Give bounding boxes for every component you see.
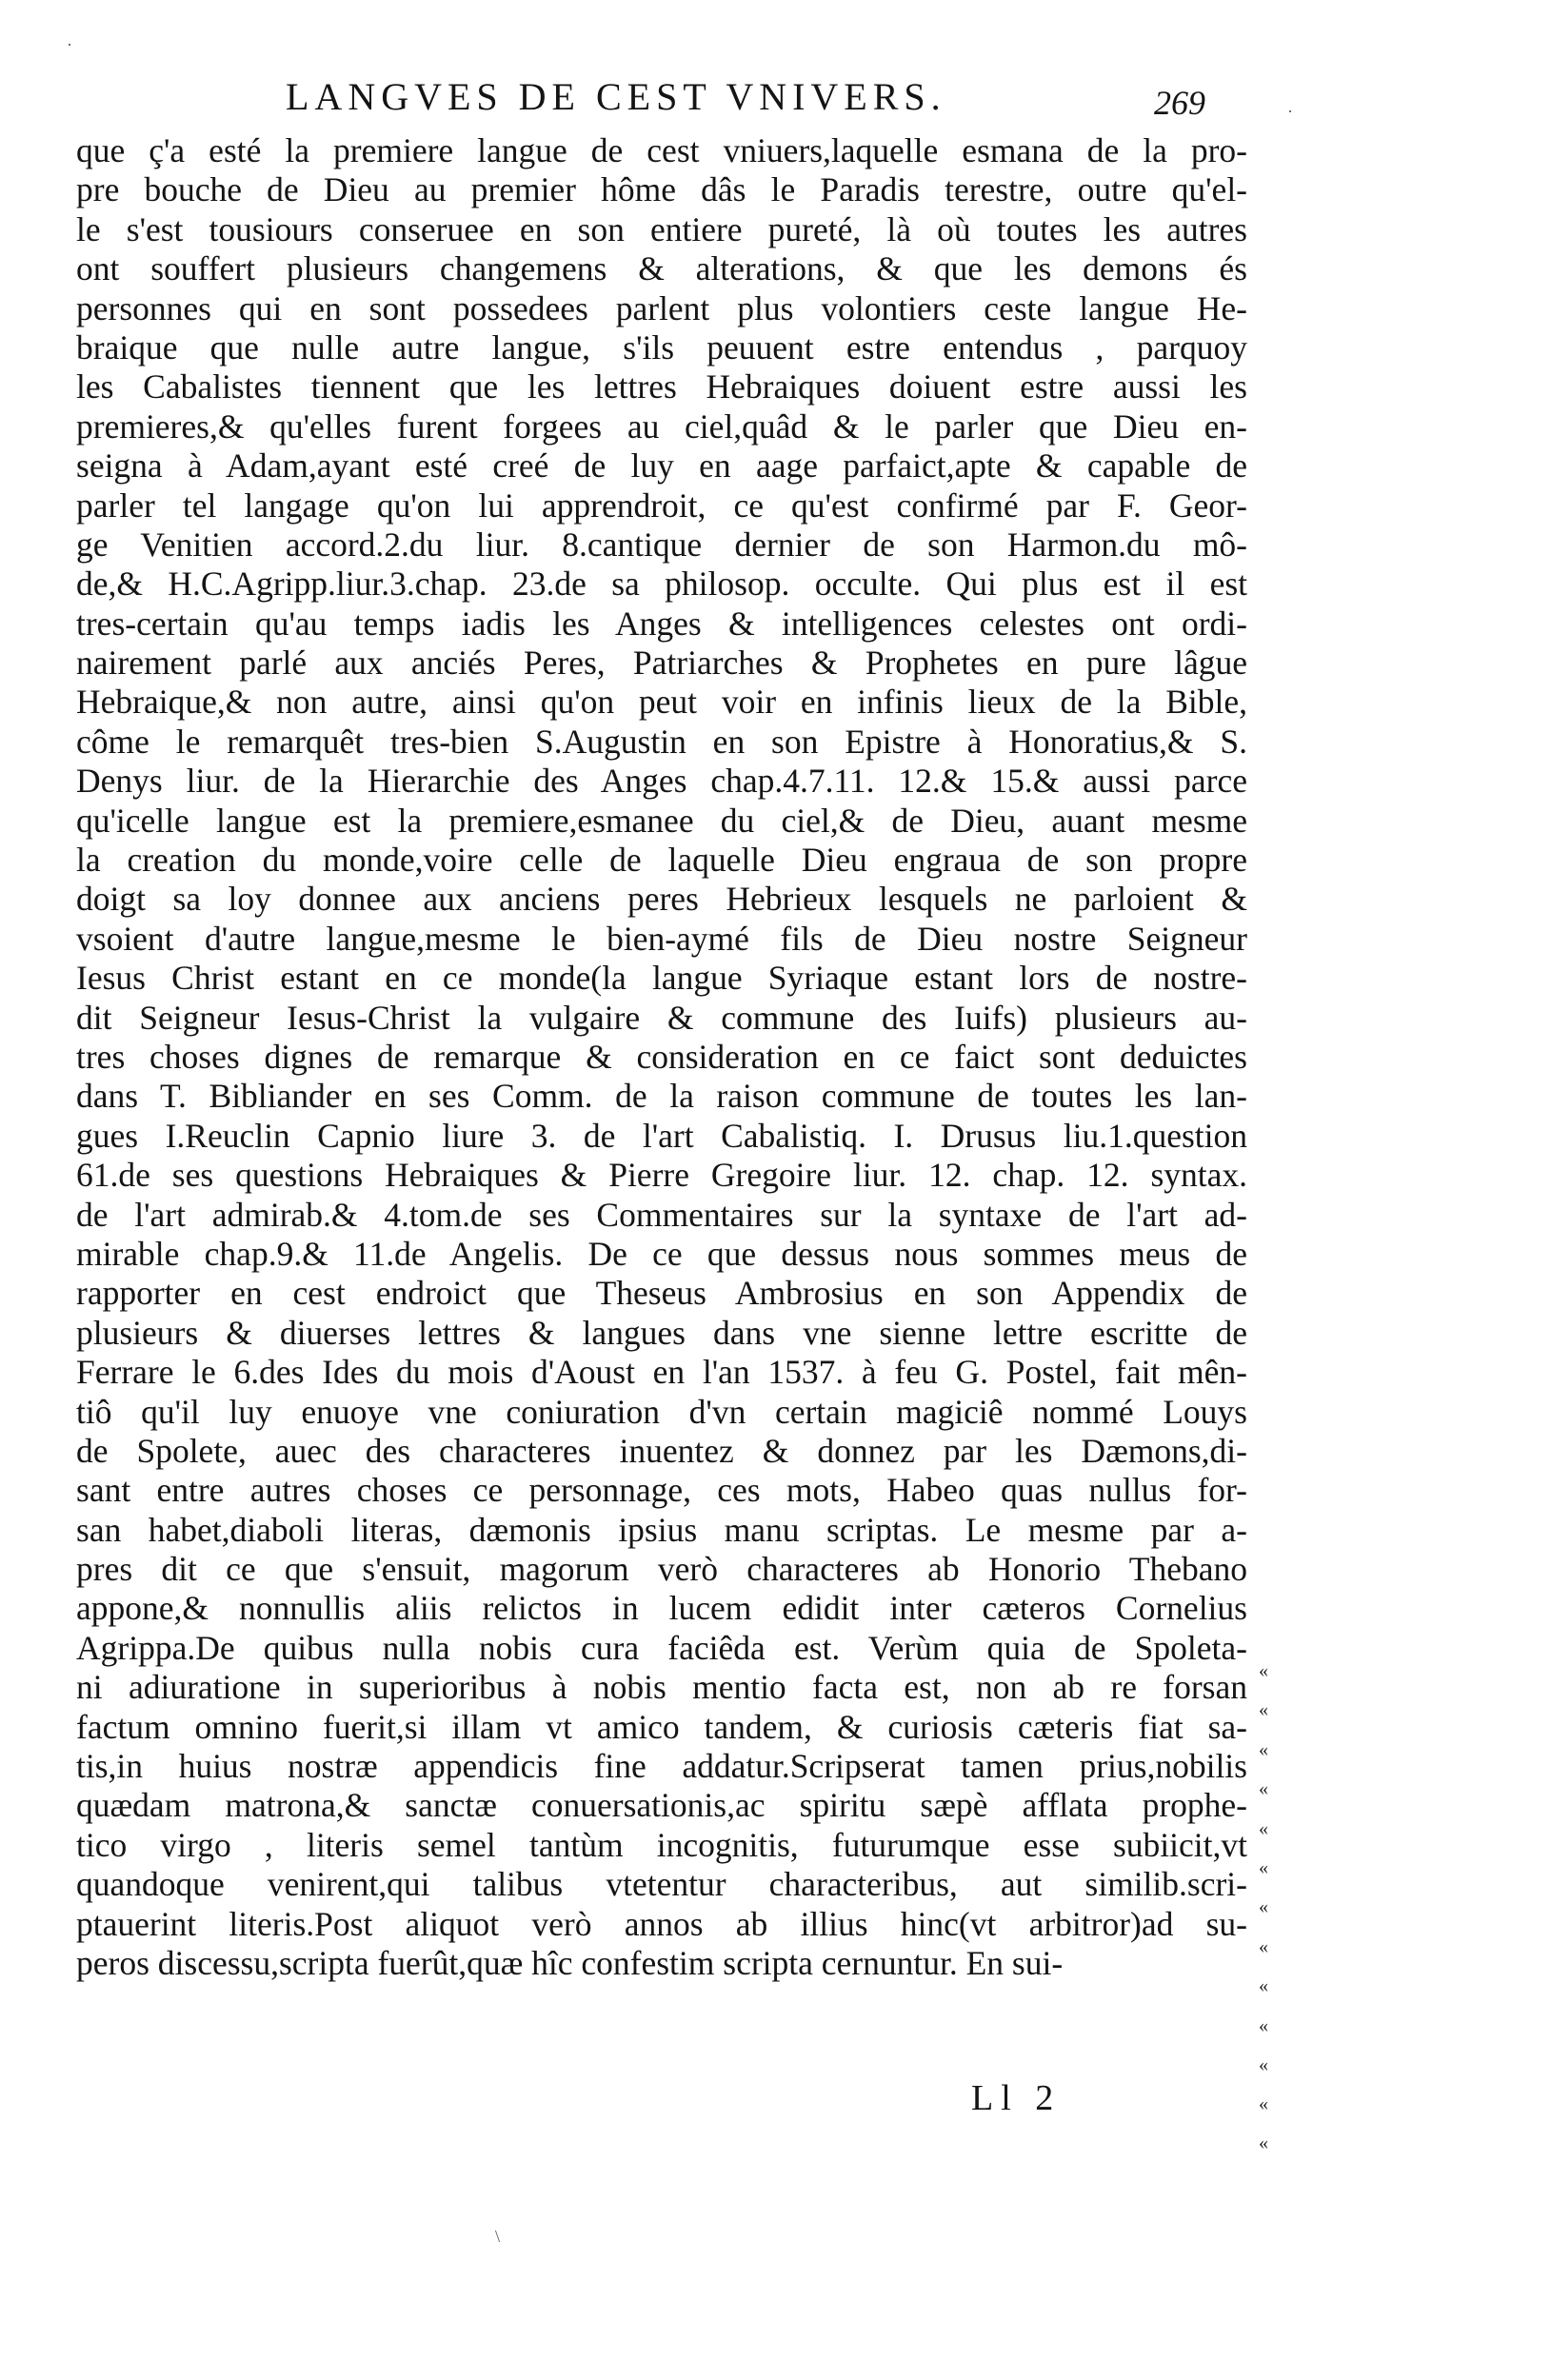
text-line: vsoient d'autre langue,mesme le bien-aymé fils de Dieu nostre Seigneur — [76, 919, 1247, 958]
text-line: quandoque venirent,qui talibus vtetentur characteribus, aut similib.scri- — [76, 1865, 1247, 1904]
text-line: doigt sa loy donnee aux anciens peres Hebrieux lesquels ne parloient & — [76, 880, 1247, 919]
text-line: peros discessu,scripta fuerût,quæ hîc confestim scripta cernuntur. En sui- — [76, 1943, 1064, 1982]
text-line: Hebraique,& non autre, ainsi qu'on peut voir en infinis lieux de la Bible, — [76, 683, 1247, 722]
text-line: que ç'a esté la premiere langue de cest vniuers,laquelle esmana de la pro- — [76, 131, 1247, 169]
text-line: personnes qui en sont possedees parlent plus volontiers ceste langue He- — [76, 288, 1247, 327]
text-line: premieres,& qu'elles furent forgees au ciel,quâd & le parler que Dieu en- — [76, 407, 1247, 446]
margin-quote-mark: « — [1259, 1818, 1268, 1839]
text-line: de l'art admirab.& 4.tom.de ses Commentaires sur la syntaxe de l'art ad- — [76, 1195, 1247, 1234]
text-line: de Spolete, auec des characteres inuentez & donnez par les Dæmons,di- — [76, 1431, 1247, 1470]
text-line: la creation du monde,voire celle de laquelle Dieu engraua de son propre — [76, 841, 1247, 880]
text-line: Iesus Christ estant en ce monde(la langue Syriaque estant lors de nostre- — [76, 959, 1247, 998]
text-line: factum omnino fuerit,si illam vt amico tandem, & curiosis cæteris fiat sa- — [76, 1707, 1247, 1746]
text-line: braique que nulle autre langue, s'ils peuuent estre entendus , parquoy — [76, 327, 1247, 367]
margin-quote-mark: « — [1259, 2054, 1268, 2075]
text-line: pres dit ce que s'ensuit, magorum verò characteres ab Honorio Thebano — [76, 1550, 1247, 1589]
text-line: côme le remarquêt tres-bien S.Augustin en son Epistre à Honoratius,& S. — [76, 722, 1247, 761]
text-line: tico virgo , literis semel tantùm incognitis, futurumque esse subiicit,vt — [76, 1825, 1247, 1864]
text-line: qu'icelle langue est la premiere,esmanee du ciel,& de Dieu, auant mesme — [76, 801, 1247, 840]
running-title: LANGVES DE CEST VNIVERS. — [286, 75, 946, 118]
text-line: Denys liur. de la Hierarchie des Anges chap.4.7.11. 12.& 15.& aussi parce — [76, 762, 1247, 801]
text-line: rapporter en cest endroict que Theseus Ambrosius en son Appendix de — [76, 1274, 1247, 1313]
margin-quote-mark: « — [1259, 1975, 1268, 1996]
text-line: ont souffert plusieurs changemens & alterations, & que les demons és — [76, 249, 1247, 288]
text-line: appone,& nonnullis aliis relictos in lucem edidit inter cæteros Cornelius — [76, 1589, 1247, 1628]
text-line: ge Venitien accord.2.du liur. 8.cantique dernier de son Harmon.du mô- — [76, 525, 1247, 564]
text-line: gues I.Reuclin Capnio liure 3. de l'art Cabalistiq. I. Drusus liu.1.question — [76, 1116, 1247, 1155]
text-line: tres choses dignes de remarque & consideration en ce faict sont deduictes — [76, 1037, 1247, 1076]
text-line: dit Seigneur Iesus-Christ la vulgaire & commune des Iuifs) plusieurs au- — [76, 998, 1247, 1037]
text-line: san habet,diaboli literas, dæmonis ipsius manu scriptas. Le mesme par a- — [76, 1510, 1247, 1549]
print-speck: · — [67, 35, 72, 54]
margin-quote-mark: « — [1259, 2093, 1268, 2114]
text-line: parler tel langage qu'on lui apprendroit, ce qu'est confirmé par F. Geor- — [76, 486, 1247, 525]
margin-quote-mark: « — [1259, 1857, 1268, 1878]
margin-quote-mark: « — [1259, 1778, 1268, 1799]
text-line: seigna à Adam,ayant esté creé de luy en aage parfaict,apte & capable de — [76, 446, 1247, 486]
text-line: le s'est tousiours conseruee en son entiere pureté, là où toutes les autres — [76, 209, 1247, 248]
text-line: Ferrare le 6.des Ides du mois d'Aoust en l'an 1537. à feu G. Postel, fait mên- — [76, 1353, 1247, 1392]
text-line: dans T. Bibliander en ses Comm. de la raison commune de toutes les lan- — [76, 1077, 1247, 1116]
print-speck: \ — [495, 2227, 501, 2246]
text-line: ptauerint literis.Post aliquot verò annos ab illius hinc(vt arbitror)ad su- — [76, 1904, 1247, 1943]
text-line: pre bouche de Dieu au premier hôme dâs le Paradis terestre, outre qu'el- — [76, 170, 1247, 209]
margin-quote-mark: « — [1259, 1896, 1268, 1917]
page-number: 269 — [1154, 84, 1205, 122]
text-line: nairement parlé aux anciés Peres, Patriarches & Prophetes en pure lâgue — [76, 644, 1247, 683]
text-line: plusieurs & diuerses lettres & langues dans vne sienne lettre escritte de — [76, 1313, 1247, 1352]
text-line: Agrippa.De quibus nulla nobis cura faciêda est. Verùm quia de Spoleta- — [76, 1628, 1247, 1667]
signature-mark: Ll 2 — [971, 2078, 1062, 2118]
margin-quote-mark: « — [1259, 1936, 1268, 1957]
text-line: quædam matrona,& sanctæ conuersationis,ac spiritu sæpè afflata prophe- — [76, 1786, 1247, 1825]
margin-quote-mark: « — [1259, 1699, 1268, 1720]
text-line: tres-certain qu'au temps iadis les Anges & intelligences celestes ont ordi- — [76, 604, 1247, 643]
text-line: les Cabalistes tiennent que les lettres Hebraiques doiuent estre aussi les — [76, 367, 1247, 407]
text-line: ni adiuratione in superioribus à nobis mentio facta est, non ab re forsan — [76, 1668, 1247, 1707]
margin-quote-mark: « — [1259, 2015, 1268, 2036]
margin-quote-mark: « — [1259, 1739, 1268, 1760]
text-line: sant entre autres choses ce personnage, ces mots, Habeo quas nullus for- — [76, 1471, 1247, 1510]
text-line: 61.de ses questions Hebraiques & Pierre Gregoire liur. 12. chap. 12. syntax. — [76, 1156, 1247, 1195]
margin-quote-mark: « — [1259, 2132, 1268, 2153]
print-speck: · — [1287, 102, 1293, 121]
text-line: de,& H.C.Agripp.liur.3.chap. 23.de sa philosop. occulte. Qui plus est il est — [76, 565, 1247, 604]
text-line: mirable chap.9.& 11.de Angelis. De ce que dessus nous sommes meus de — [76, 1234, 1247, 1273]
text-line: tiô qu'il luy enuoye vne coniuration d'vn certain magiciê nommé Louys — [76, 1392, 1247, 1431]
text-line: tis,in huius nostræ appendicis fine addatur.Scripserat tamen prius,nobilis — [76, 1747, 1247, 1786]
margin-quote-mark: « — [1259, 1660, 1268, 1681]
body-text — [76, 131, 1247, 1983]
